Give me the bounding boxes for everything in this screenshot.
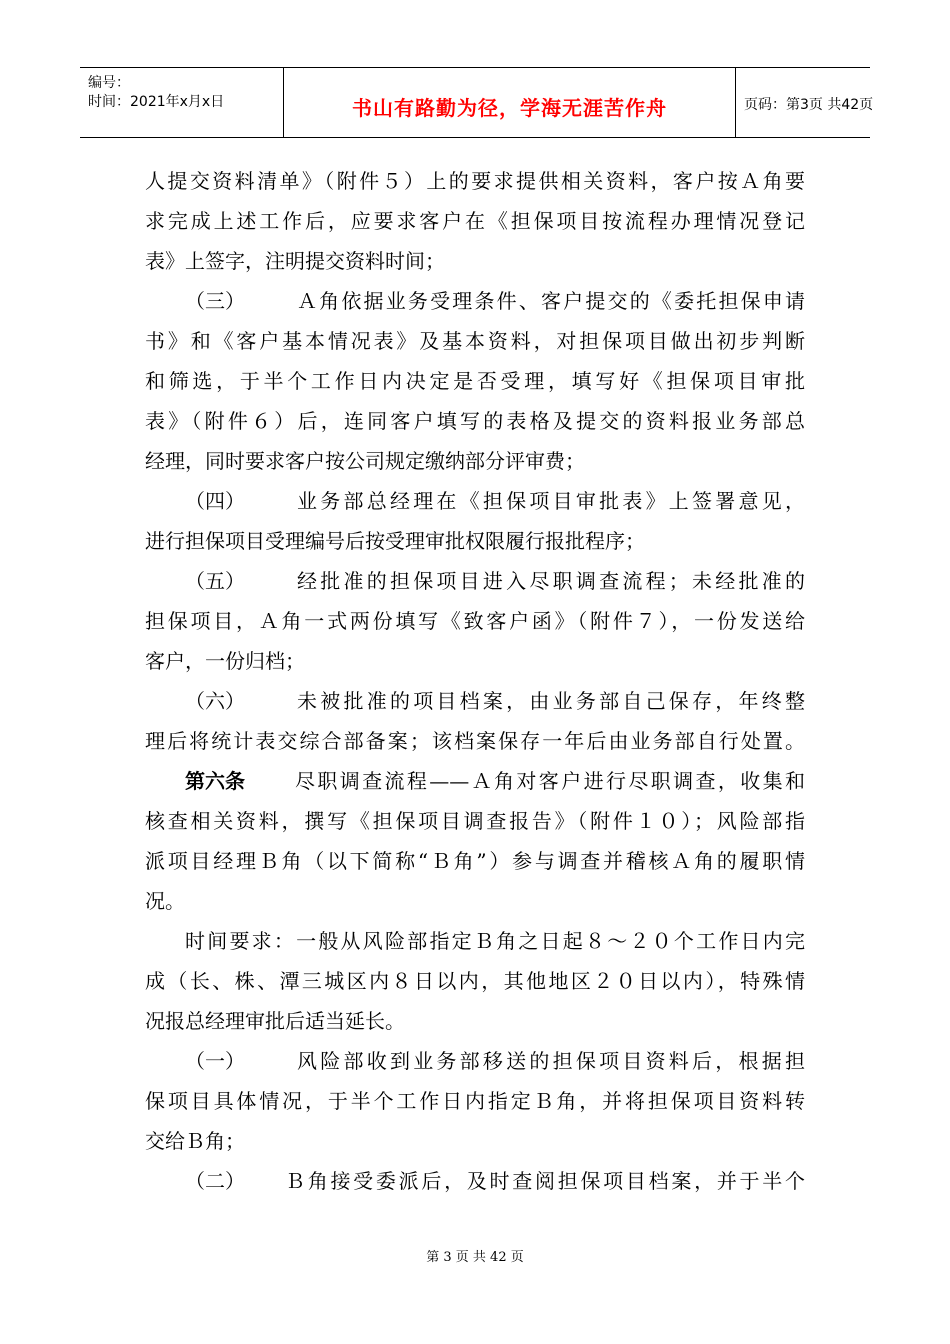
date-line: 时间：2021年x月x日: [88, 94, 225, 110]
time-requirement: [145, 921, 805, 961]
body-line: 表》上签字，注明提交资料时间；: [145, 249, 445, 273]
clause-text: Ａ角依据业务受理条件、客户提交的《委托担保申请: [297, 289, 805, 313]
body-line: 况报总经理审批后适当延长。: [145, 1009, 405, 1033]
body-line: 客户，一份归档；: [145, 649, 305, 673]
body-line: 担保项目，Ａ角一式两份填写《致客户函》（附件７），一份发送给: [145, 609, 805, 633]
clause-text: 经批准的担保项目进入尽职调查流程；未经批准的: [297, 569, 805, 593]
body-line: 保项目具体情况，于半个工作日内指定Ｂ角，并将担保项目资料转: [145, 1089, 805, 1113]
clause-text: 业务部总经理在《担保项目审批表》上签署意见，: [297, 489, 805, 513]
header-motto: 书山有路勤为径，学海无涯苦作舟: [352, 96, 667, 120]
clause-text: 风险部收到业务部移送的担保项目资料后，根据担: [297, 1049, 805, 1073]
body-line: 成（长、株、潭三城区内８日以内，其他地区２０日以内），特殊情: [145, 969, 805, 993]
clause-label: （一）: [185, 1049, 245, 1073]
body-line: 交给Ｂ角；: [145, 1129, 245, 1153]
header-page-cell: [736, 68, 874, 137]
time-requirement-text: 时间要求：一般从风险部指定Ｂ角之日起８～２０个工作日内完: [185, 929, 805, 953]
body-line: 理后将统计表交综合部备案；该档案保存一年后由业务部自行处置。: [145, 729, 805, 753]
body-line: 表》（附件６）后，连同客户填写的表格及提交的资料报业务部总: [145, 409, 805, 433]
clause-label: （四）: [185, 489, 245, 513]
header-page-info: 页码：第3页 共42页: [744, 97, 874, 113]
clause-text: 未被批准的项目档案，由业务部自己保存，年终整: [297, 689, 805, 713]
body-line: 经理，同时要求客户按公司规定缴纳部分评审费；: [145, 449, 585, 473]
header-meta: [80, 68, 284, 137]
number-label: 编号：: [88, 75, 130, 91]
clause-six: [145, 681, 805, 721]
clause-three: [145, 281, 805, 321]
clause-five: [145, 561, 805, 601]
article-six: [145, 761, 805, 801]
page-header: [80, 67, 874, 138]
clause-label: （二）: [185, 1169, 245, 1193]
body-line: 求完成上述工作后，应要求客户在《担保项目按流程办理情况登记: [145, 209, 805, 233]
body-line: 和筛选，于半个工作日内决定是否受理，填写好《担保项目审批: [145, 369, 805, 393]
clause-text: Ｂ角接受委派后，及时查阅担保项目档案，并于半个: [285, 1169, 805, 1193]
body-line: 人提交资料清单》（附件５）上的要求提供相关资料，客户按Ａ角要: [145, 169, 805, 193]
clause-four: [145, 481, 805, 521]
body-line: 书》和《客户基本情况表》及基本资料，对担保项目做出初步判断: [145, 329, 805, 353]
body-line: 核查相关资料，撰写《担保项目调查报告》（附件１０）；风险部指: [145, 809, 805, 833]
body-line: 况。: [145, 889, 185, 913]
body-line: 进行担保项目受理编号后按受理审批权限履行报批程序；: [145, 529, 645, 553]
clause-label: （三）: [185, 289, 245, 313]
article-text: 尽职调查流程——Ａ角对客户进行尽职调查，收集和: [295, 769, 805, 793]
body-line: 派项目经理Ｂ角（以下简称“Ｂ角”）参与调查并稽核Ａ角的履职情: [145, 849, 805, 873]
page-footer: 第 3 页 共 42 页: [426, 1250, 524, 1265]
article-label: 第六条: [185, 769, 245, 793]
clause-label: （六）: [185, 689, 245, 713]
clause-two: [145, 1161, 805, 1201]
header-motto-cell: [284, 68, 736, 137]
clause-label: （五）: [185, 569, 245, 593]
clause-one: [145, 1041, 805, 1081]
